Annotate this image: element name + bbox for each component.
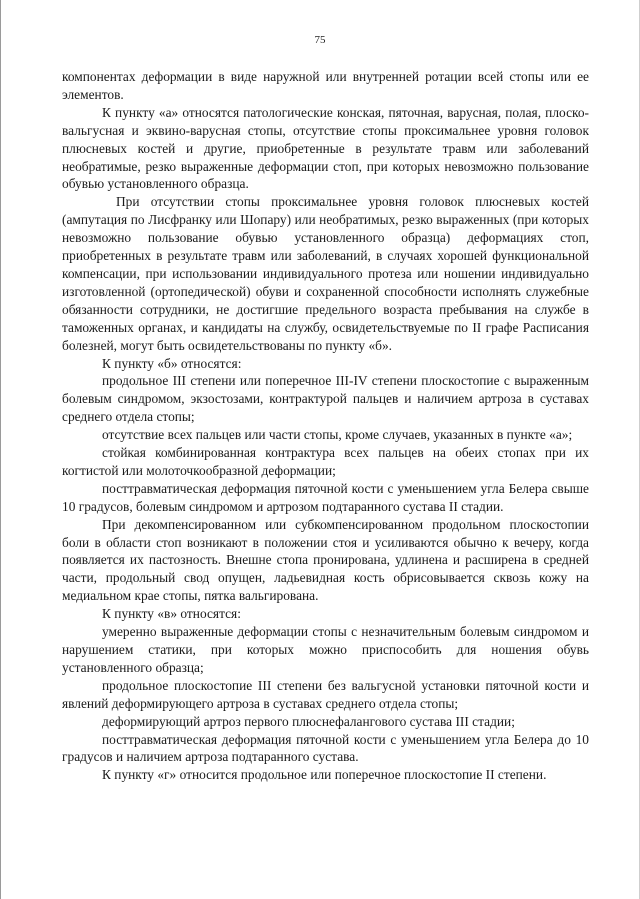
paragraph: К пункту «в» относятся: <box>102 606 241 622</box>
paragraph: продольное III степени или поперечное III-IV степени плоскостопие с выраженным болевым синдромом, экзостозами, контрактурой пальцев и наличием артроза в суставах среднего отдела стопы; <box>62 373 589 425</box>
paragraph: умеренно выраженные деформации стопы с незначительным болевым синдромом и нарушением статики, при которых можно приспособить для ношения обувь установленного образца; <box>62 624 589 675</box>
paragraph: К пункту «б» относятся: <box>102 355 242 371</box>
paragraph: К пункту «г» относится продольное или поперечное плоскостопие II степени. <box>102 767 547 783</box>
paragraph: посттравматическая деформация пяточной кости с уменьшением угла Белера свыше 10 градусов, болевым синдромом и артрозом подтаранного сустава II стадии. <box>62 480 589 514</box>
document-body <box>62 68 589 784</box>
paragraph: При декомпенсированном или субкомпенсированном продольном плоскостопии боли в области стоп возникают в положении стоя и усиливаются обычно к вечеру, когда появляется их пастозность. Внешне стопа пронирована, удлинена и расширена в средней части, продольный свод опущен, ладьевидная кость обрисовывается сквозь кожу на медиальном крае стопы, пятка вальгирована. <box>62 516 589 604</box>
paragraph: отсутствие всех пальцев или части стопы, кроме случаев, указанных в пункте «а»; <box>102 427 573 443</box>
paragraph: продольное плоскостопие III степени без вальгусной установки пяточной кости и явлений деформирующего артроза в суставах среднего отдела стопы; <box>62 677 589 711</box>
paragraph: стойкая комбинированная контрактура всех пальцев на обеих стопах при их когтистой или молоточкообразной деформации; <box>62 445 589 478</box>
page-number: 75 <box>314 34 326 46</box>
paragraph: К пункту «а» относятся патологические конская, пяточная, варусная, полая, плоско-вальгусная и эквино-варусная стопы, отсутствие стопы проксимальнее уровня головок плюсневых костей и другие, приобретенные в результате травм или заболеваний необратимые, резко выраженные деформации стоп, при которых невозможно пользование обувью установленного образца. <box>62 104 589 192</box>
paragraph: компонентах деформации в виде наружной или внутренней ротации всей стопы или ее элементов. <box>62 69 589 102</box>
paragraph: При отсутствии стопы проксимальнее уровня головок плюсневых костей (ампутация по Лисфранку или Шопару) или необратимых, резко выраженных (при которых невозможно пользование обувью установленного образца) деформациях стоп, приобретенных в результате травм или заболеваний, в случаях хорошей функциональной компенсации, при использовании индивидуального протеза или ношении индивидуально изготовленной (ортопедической) обуви и сохраненной способности исполнять служебные обязанности сотрудники, не достигшие предельного возраста пребывания на службе в таможенных органах, и кандидаты на службу, освидетельствуемые по II графе Расписания болезней, могут быть освидетельствованы по пункту «б». <box>62 194 589 353</box>
paragraph: посттравматическая деформация пяточной кости с уменьшением угла Белера до 10 градусов и наличием артроза подтаранного сустава. <box>62 731 589 765</box>
paragraph: деформирующий артроз первого плюснефалангового сустава III стадии; <box>102 713 515 729</box>
